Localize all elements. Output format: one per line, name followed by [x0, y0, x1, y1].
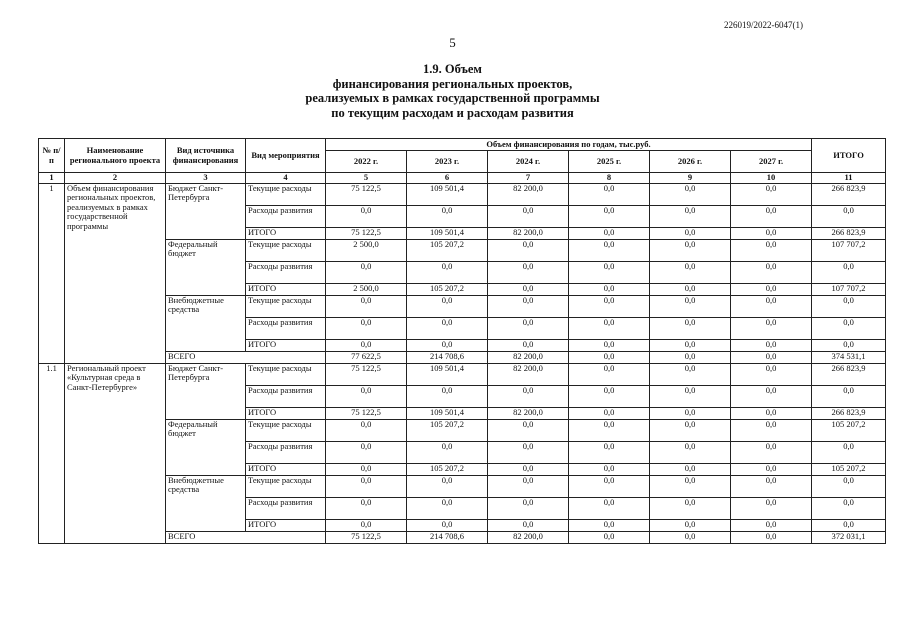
value-cell: 0,0 [569, 351, 650, 363]
title-line: 1.9. Объем [423, 62, 482, 76]
value-cell: 0,0 [326, 497, 407, 519]
value-cell: 0,0 [326, 385, 407, 407]
funding-source: Внебюджетные средства [166, 295, 246, 351]
value-cell: 75 122,5 [326, 183, 407, 205]
value-cell: 0,0 [326, 205, 407, 227]
value-cell: 0,0 [731, 295, 812, 317]
value-cell: 214 708,6 [407, 531, 488, 543]
value-cell: 0,0 [569, 519, 650, 531]
expense-type: ИТОГО [246, 283, 326, 295]
total-label: ВСЕГО [166, 531, 326, 543]
value-cell: 82 200,0 [488, 183, 569, 205]
value-cell: 0,0 [731, 497, 812, 519]
value-cell: 0,0 [407, 519, 488, 531]
expense-type: ИТОГО [246, 519, 326, 531]
value-cell: 0,0 [650, 339, 731, 351]
value-cell: 105 207,2 [407, 283, 488, 295]
value-cell: 0,0 [569, 283, 650, 295]
value-cell: 0,0 [569, 497, 650, 519]
value-cell: 0,0 [326, 339, 407, 351]
expense-type: Текущие расходы [246, 183, 326, 205]
funding-source: Бюджет Санкт-Петербурга [166, 363, 246, 419]
value-cell: 82 200,0 [488, 407, 569, 419]
table-row [39, 419, 886, 441]
column-number: 8 [569, 173, 650, 184]
value-cell: 0,0 [407, 295, 488, 317]
value-cell: 0,0 [650, 351, 731, 363]
total-cell: 266 823,9 [812, 363, 886, 385]
table-row [39, 363, 886, 385]
value-cell: 0,0 [650, 497, 731, 519]
value-cell: 0,0 [569, 463, 650, 475]
total-cell: 105 207,2 [812, 419, 886, 441]
header-volume: Объем финансирования по годам, тыс.руб. [326, 139, 812, 151]
value-cell: 0,0 [488, 317, 569, 339]
funding-source: Федеральный бюджет [166, 419, 246, 475]
table-body [39, 183, 886, 543]
value-cell: 77 622,5 [326, 351, 407, 363]
value-cell: 0,0 [569, 441, 650, 463]
column-number: 10 [731, 173, 812, 184]
value-cell: 0,0 [731, 385, 812, 407]
value-cell: 109 501,4 [407, 183, 488, 205]
value-cell: 0,0 [326, 295, 407, 317]
value-cell: 0,0 [650, 475, 731, 497]
value-cell: 0,0 [650, 385, 731, 407]
expense-type: Текущие расходы [246, 475, 326, 497]
title-line: финансирования региональных проектов, [332, 76, 573, 91]
value-cell: 105 207,2 [407, 239, 488, 261]
value-cell: 0,0 [569, 407, 650, 419]
expense-type: Расходы развития [246, 441, 326, 463]
header-num: № п/п [39, 139, 65, 173]
total-cell: 0,0 [812, 385, 886, 407]
value-cell: 109 501,4 [407, 227, 488, 239]
table-title [0, 62, 905, 120]
expense-type: Текущие расходы [246, 419, 326, 441]
total-row [39, 531, 886, 543]
value-cell: 0,0 [488, 205, 569, 227]
header-name: Наименование регионального проекта [65, 139, 166, 173]
header-type: Вид мероприятия [246, 139, 326, 173]
value-cell: 0,0 [569, 295, 650, 317]
value-cell: 0,0 [326, 419, 407, 441]
total-cell: 266 823,9 [812, 183, 886, 205]
value-cell: 109 501,4 [407, 363, 488, 385]
expense-type: ИТОГО [246, 407, 326, 419]
value-cell: 0,0 [326, 441, 407, 463]
value-cell: 82 200,0 [488, 531, 569, 543]
expense-type: ИТОГО [246, 339, 326, 351]
value-cell: 0,0 [488, 261, 569, 283]
value-cell: 75 122,5 [326, 531, 407, 543]
value-cell: 0,0 [650, 519, 731, 531]
value-cell: 0,0 [488, 463, 569, 475]
funding-source: Федеральный бюджет [166, 239, 246, 295]
total-cell: 0,0 [812, 339, 886, 351]
value-cell: 0,0 [731, 531, 812, 543]
column-number: 4 [246, 173, 326, 184]
value-cell: 0,0 [407, 497, 488, 519]
value-cell: 0,0 [650, 407, 731, 419]
value-cell: 214 708,6 [407, 351, 488, 363]
expense-type: Текущие расходы [246, 363, 326, 385]
value-cell: 0,0 [326, 475, 407, 497]
column-number: 2 [65, 173, 166, 184]
value-cell: 0,0 [731, 463, 812, 475]
expense-type: Текущие расходы [246, 239, 326, 261]
value-cell: 0,0 [569, 339, 650, 351]
value-cell: 0,0 [731, 407, 812, 419]
expense-type: Расходы развития [246, 497, 326, 519]
header-source: Вид источника финансирования [166, 139, 246, 173]
table-row [39, 183, 886, 205]
value-cell: 82 200,0 [488, 363, 569, 385]
value-cell: 0,0 [731, 183, 812, 205]
value-cell: 0,0 [488, 419, 569, 441]
total-cell: 372 031,1 [812, 531, 886, 543]
value-cell: 0,0 [731, 475, 812, 497]
total-cell: 374 531,1 [812, 351, 886, 363]
row-number: 1.1 [39, 363, 65, 543]
value-cell: 82 200,0 [488, 351, 569, 363]
value-cell: 0,0 [407, 261, 488, 283]
value-cell: 0,0 [569, 239, 650, 261]
expense-type: Расходы развития [246, 261, 326, 283]
title-line: реализуемых в рамках государственной программы [305, 91, 600, 105]
total-cell: 0,0 [812, 475, 886, 497]
value-cell: 0,0 [569, 531, 650, 543]
value-cell: 0,0 [569, 475, 650, 497]
total-cell: 266 823,9 [812, 227, 886, 239]
value-cell: 0,0 [326, 519, 407, 531]
funding-source: Бюджет Санкт-Петербурга [166, 183, 246, 239]
value-cell: 0,0 [650, 531, 731, 543]
value-cell: 0,0 [650, 283, 731, 295]
column-number: 5 [326, 173, 407, 184]
total-row [39, 351, 886, 363]
value-cell: 0,0 [569, 261, 650, 283]
value-cell: 75 122,5 [326, 363, 407, 385]
expense-type: Расходы развития [246, 205, 326, 227]
value-cell: 0,0 [488, 497, 569, 519]
total-cell: 107 707,2 [812, 283, 886, 295]
column-number: 6 [407, 173, 488, 184]
value-cell: 109 501,4 [407, 407, 488, 419]
value-cell: 0,0 [650, 317, 731, 339]
value-cell: 0,0 [407, 475, 488, 497]
value-cell: 0,0 [488, 295, 569, 317]
value-cell: 75 122,5 [326, 227, 407, 239]
value-cell: 0,0 [731, 205, 812, 227]
value-cell: 0,0 [731, 261, 812, 283]
value-cell: 0,0 [569, 363, 650, 385]
value-cell: 75 122,5 [326, 407, 407, 419]
value-cell: 0,0 [731, 441, 812, 463]
column-number: 1 [39, 173, 65, 184]
document-number: 226019/2022-6047(1) [724, 20, 803, 30]
total-label: ВСЕГО [166, 351, 326, 363]
value-cell: 0,0 [650, 419, 731, 441]
column-number: 11 [812, 173, 886, 184]
column-number: 9 [650, 173, 731, 184]
value-cell: 0,0 [407, 385, 488, 407]
value-cell: 105 207,2 [407, 463, 488, 475]
table-row [39, 239, 886, 261]
expense-type: ИТОГО [246, 463, 326, 475]
value-cell: 0,0 [650, 227, 731, 239]
value-cell: 82 200,0 [488, 227, 569, 239]
title-line: по текущим расходам и расходам развития [331, 105, 574, 120]
value-cell: 0,0 [650, 363, 731, 385]
header-year: 2027 г. [731, 151, 812, 173]
value-cell: 0,0 [326, 317, 407, 339]
page-number: 5 [449, 35, 456, 50]
expense-type: ИТОГО [246, 227, 326, 239]
header-year: 2023 г. [407, 151, 488, 173]
value-cell: 0,0 [488, 339, 569, 351]
project-name: Объем финансирования региональных проектов, реализуемых в рамках государственной программы [65, 183, 166, 363]
value-cell: 0,0 [731, 227, 812, 239]
value-cell: 0,0 [407, 339, 488, 351]
value-cell: 0,0 [488, 475, 569, 497]
value-cell: 2 500,0 [326, 239, 407, 261]
total-cell: 105 207,2 [812, 463, 886, 475]
expense-type: Расходы развития [246, 317, 326, 339]
value-cell: 0,0 [569, 227, 650, 239]
table-row [39, 475, 886, 497]
table-row [39, 295, 886, 317]
value-cell: 0,0 [650, 261, 731, 283]
header-year: 2025 г. [569, 151, 650, 173]
value-cell: 0,0 [650, 441, 731, 463]
value-cell: 0,0 [326, 463, 407, 475]
row-number: 1 [39, 183, 65, 363]
value-cell: 0,0 [650, 463, 731, 475]
value-cell: 0,0 [731, 519, 812, 531]
total-cell: 0,0 [812, 441, 886, 463]
value-cell: 0,0 [569, 385, 650, 407]
column-number: 3 [166, 173, 246, 184]
value-cell: 0,0 [407, 317, 488, 339]
value-cell: 2 500,0 [326, 283, 407, 295]
value-cell: 0,0 [650, 205, 731, 227]
value-cell: 0,0 [569, 183, 650, 205]
value-cell: 0,0 [326, 261, 407, 283]
value-cell: 0,0 [731, 339, 812, 351]
value-cell: 0,0 [731, 351, 812, 363]
total-cell: 0,0 [812, 519, 886, 531]
value-cell: 0,0 [569, 419, 650, 441]
value-cell: 0,0 [407, 441, 488, 463]
total-cell: 0,0 [812, 295, 886, 317]
header-year: 2022 г. [326, 151, 407, 173]
total-cell: 0,0 [812, 205, 886, 227]
value-cell: 0,0 [569, 317, 650, 339]
value-cell: 0,0 [650, 239, 731, 261]
value-cell: 0,0 [650, 295, 731, 317]
column-number: 7 [488, 173, 569, 184]
value-cell: 0,0 [731, 239, 812, 261]
value-cell: 0,0 [731, 317, 812, 339]
total-cell: 266 823,9 [812, 407, 886, 419]
total-cell: 0,0 [812, 497, 886, 519]
total-cell: 0,0 [812, 317, 886, 339]
funding-source: Внебюджетные средства [166, 475, 246, 531]
value-cell: 0,0 [650, 183, 731, 205]
value-cell: 0,0 [569, 205, 650, 227]
expense-type: Текущие расходы [246, 295, 326, 317]
value-cell: 0,0 [488, 385, 569, 407]
value-cell: 0,0 [488, 283, 569, 295]
value-cell: 0,0 [731, 283, 812, 295]
total-cell: 107 707,2 [812, 239, 886, 261]
expense-type: Расходы развития [246, 385, 326, 407]
value-cell: 0,0 [488, 239, 569, 261]
total-cell: 0,0 [812, 261, 886, 283]
project-name: Региональный проект «Культурная среда в Санкт-Петербурге» [65, 363, 166, 543]
financing-table [38, 138, 886, 544]
header-total: ИТОГО [812, 139, 886, 173]
value-cell: 0,0 [731, 363, 812, 385]
value-cell: 105 207,2 [407, 419, 488, 441]
header-year: 2026 г. [650, 151, 731, 173]
value-cell: 0,0 [407, 205, 488, 227]
value-cell: 0,0 [488, 441, 569, 463]
header-year: 2024 г. [488, 151, 569, 173]
value-cell: 0,0 [731, 419, 812, 441]
value-cell: 0,0 [488, 519, 569, 531]
